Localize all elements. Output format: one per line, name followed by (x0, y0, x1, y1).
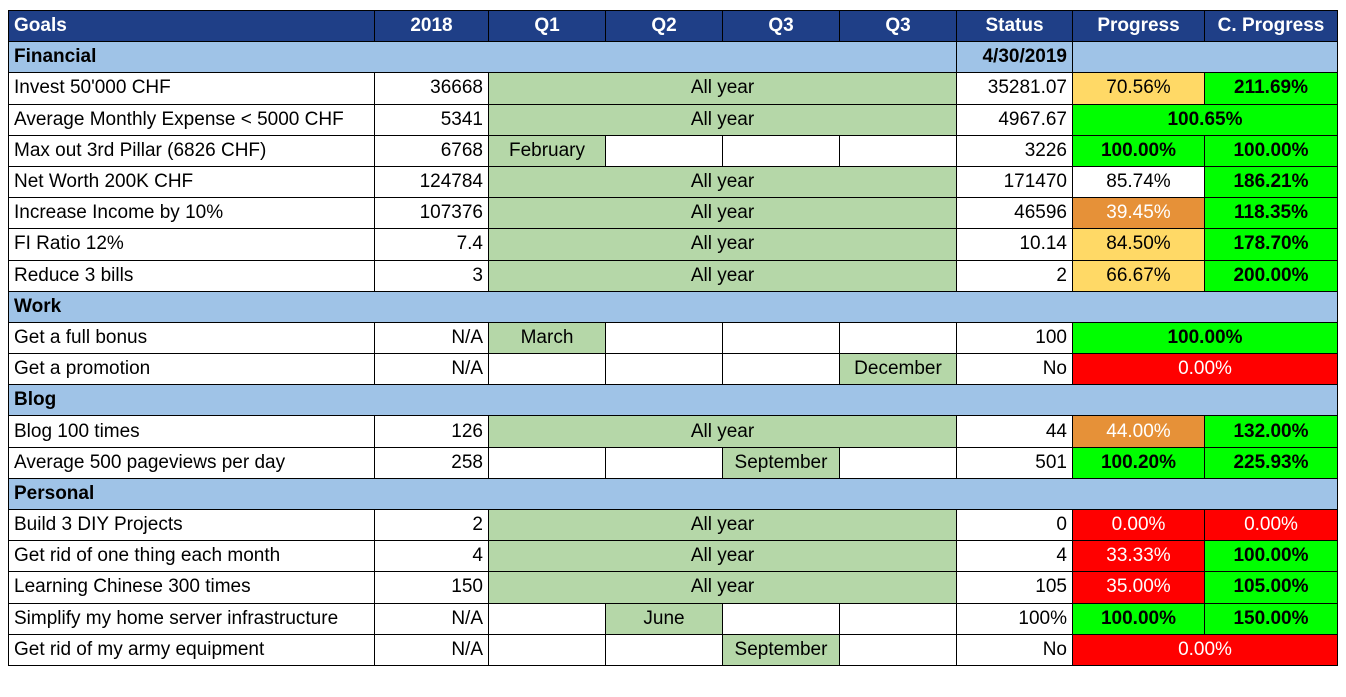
progress-cell[interactable]: 66.67% (1073, 260, 1205, 291)
schedule-cell[interactable]: All year (489, 260, 957, 291)
status-cell[interactable]: 10.14 (957, 229, 1073, 260)
status-date[interactable]: 4/30/2019 (957, 42, 1073, 73)
schedule-cell[interactable]: September (723, 447, 840, 478)
status-cell[interactable]: 100% (957, 603, 1073, 634)
schedule-cell[interactable]: March (489, 322, 606, 353)
header-goals[interactable]: Goals (9, 11, 375, 42)
progress-cell[interactable]: 35.00% (1073, 572, 1205, 603)
table-row (9, 634, 1338, 665)
value-2018-cell[interactable]: 107376 (375, 198, 489, 229)
goal-cell[interactable]: Reduce 3 bills (9, 260, 375, 291)
table-row (9, 135, 1338, 166)
status-cell[interactable]: 46596 (957, 198, 1073, 229)
c-progress-cell[interactable]: 0.00% (1205, 510, 1338, 541)
progress-cell[interactable]: 85.74% (1073, 166, 1205, 197)
table-row (9, 260, 1338, 291)
section-row (9, 42, 1338, 73)
progress-cell[interactable]: 0.00% (1073, 634, 1338, 665)
value-2018-cell[interactable]: 36668 (375, 73, 489, 104)
section-row (9, 385, 1338, 416)
progress-cell[interactable]: 100.65% (1073, 104, 1338, 135)
c-progress-cell[interactable]: 118.35% (1205, 198, 1338, 229)
table-row (9, 447, 1338, 478)
c-progress-cell[interactable]: 211.69% (1205, 73, 1338, 104)
status-cell[interactable]: 105 (957, 572, 1073, 603)
header-2018[interactable]: 2018 (375, 11, 489, 42)
quarter-cell[interactable] (489, 603, 606, 634)
value-2018-cell[interactable]: N/A (375, 354, 489, 385)
goal-cell[interactable]: Blog 100 times (9, 416, 375, 447)
c-progress-cell[interactable]: 100.00% (1205, 541, 1338, 572)
table-row (9, 229, 1338, 260)
value-2018-cell[interactable]: 2 (375, 510, 489, 541)
goal-cell[interactable]: Increase Income by 10% (9, 198, 375, 229)
value-2018-cell[interactable]: 4 (375, 541, 489, 572)
c-progress-cell[interactable]: 186.21% (1205, 166, 1338, 197)
header-status[interactable]: Status (957, 11, 1073, 42)
progress-cell[interactable]: 70.56% (1073, 73, 1205, 104)
value-2018-cell[interactable]: 258 (375, 447, 489, 478)
goal-cell[interactable]: Average Monthly Expense < 5000 CHF (9, 104, 375, 135)
value-2018-cell[interactable]: 126 (375, 416, 489, 447)
schedule-cell[interactable]: All year (489, 229, 957, 260)
progress-cell[interactable]: 100.00% (1073, 135, 1205, 166)
goal-cell[interactable]: FI Ratio 12% (9, 229, 375, 260)
quarter-cell[interactable] (723, 322, 840, 353)
status-cell[interactable]: 4967.67 (957, 104, 1073, 135)
table-row (9, 166, 1338, 197)
schedule-cell[interactable]: All year (489, 198, 957, 229)
table-row (9, 603, 1338, 634)
quarter-cell[interactable] (489, 354, 606, 385)
table-row (9, 198, 1338, 229)
quarter-cell[interactable] (723, 135, 840, 166)
quarter-cell[interactable] (606, 447, 723, 478)
header-row (9, 11, 1338, 42)
value-2018-cell[interactable]: 3 (375, 260, 489, 291)
schedule-cell[interactable]: All year (489, 541, 957, 572)
status-cell[interactable]: 501 (957, 447, 1073, 478)
value-2018-cell[interactable]: 150 (375, 572, 489, 603)
header-progress[interactable]: Progress (1073, 11, 1205, 42)
progress-cell[interactable]: 33.33% (1073, 541, 1205, 572)
value-2018-cell[interactable]: 7.4 (375, 229, 489, 260)
goal-cell[interactable]: Max out 3rd Pillar (6826 CHF) (9, 135, 375, 166)
goal-cell[interactable]: Learning Chinese 300 times (9, 572, 375, 603)
goals-spreadsheet (8, 10, 1338, 666)
goal-cell[interactable]: Average 500 pageviews per day (9, 447, 375, 478)
schedule-cell[interactable]: All year (489, 73, 957, 104)
goal-cell[interactable]: Get rid of one thing each month (9, 541, 375, 572)
status-cell[interactable]: 35281.07 (957, 73, 1073, 104)
value-2018-cell[interactable]: 124784 (375, 166, 489, 197)
table-row (9, 104, 1338, 135)
status-cell[interactable]: 44 (957, 416, 1073, 447)
status-cell[interactable]: No (957, 354, 1073, 385)
c-progress-cell[interactable]: 132.00% (1205, 416, 1338, 447)
section-title[interactable]: Personal (9, 478, 1338, 509)
goal-cell[interactable]: Invest 50'000 CHF (9, 73, 375, 104)
schedule-cell[interactable]: All year (489, 166, 957, 197)
quarter-cell[interactable] (489, 634, 606, 665)
quarter-cell[interactable] (723, 354, 840, 385)
quarter-cell[interactable] (606, 135, 723, 166)
c-progress-cell[interactable]: 225.93% (1205, 447, 1338, 478)
schedule-cell[interactable]: December (840, 354, 957, 385)
header-q3[interactable]: Q3 (723, 11, 840, 42)
c-progress-cell[interactable]: 105.00% (1205, 572, 1338, 603)
header-q1[interactable]: Q1 (489, 11, 606, 42)
progress-cell[interactable]: 0.00% (1073, 510, 1205, 541)
table-row (9, 416, 1338, 447)
goal-cell[interactable]: Get a full bonus (9, 322, 375, 353)
quarter-cell[interactable] (489, 447, 606, 478)
table-row (9, 73, 1338, 104)
schedule-cell[interactable]: All year (489, 572, 957, 603)
progress-cell[interactable]: 100.00% (1073, 603, 1205, 634)
goal-cell[interactable]: Simplify my home server infrastructure (9, 603, 375, 634)
status-cell[interactable]: 3226 (957, 135, 1073, 166)
value-2018-cell[interactable]: 5341 (375, 104, 489, 135)
section-title[interactable]: Blog (9, 385, 1338, 416)
schedule-cell[interactable]: June (606, 603, 723, 634)
value-2018-cell[interactable]: N/A (375, 603, 489, 634)
schedule-cell[interactable]: All year (489, 510, 957, 541)
header-q2[interactable]: Q2 (606, 11, 723, 42)
table-row (9, 541, 1338, 572)
status-cell[interactable]: No (957, 634, 1073, 665)
status-cell[interactable]: 0 (957, 510, 1073, 541)
quarter-cell[interactable] (606, 634, 723, 665)
c-progress-cell[interactable]: 178.70% (1205, 229, 1338, 260)
c-progress-cell[interactable]: 150.00% (1205, 603, 1338, 634)
table-row (9, 322, 1338, 353)
status-cell[interactable]: 171470 (957, 166, 1073, 197)
status-cell[interactable]: 100 (957, 322, 1073, 353)
progress-cell[interactable]: 100.00% (1073, 322, 1338, 353)
header-c-progress[interactable]: C. Progress (1205, 11, 1338, 42)
status-cell[interactable]: 4 (957, 541, 1073, 572)
table-row (9, 510, 1338, 541)
quarter-cell[interactable] (840, 135, 957, 166)
quarter-cell[interactable] (840, 322, 957, 353)
schedule-cell[interactable]: February (489, 135, 606, 166)
table-row (9, 354, 1338, 385)
progress-cell[interactable]: 39.45% (1073, 198, 1205, 229)
goal-cell[interactable]: Get a promotion (9, 354, 375, 385)
quarter-cell[interactable] (840, 447, 957, 478)
quarter-cell[interactable] (840, 634, 957, 665)
c-progress-cell[interactable]: 100.00% (1205, 135, 1338, 166)
progress-cell[interactable]: 84.50% (1073, 229, 1205, 260)
goal-cell[interactable]: Build 3 DIY Projects (9, 510, 375, 541)
section-row (9, 291, 1338, 322)
status-cell[interactable]: 2 (957, 260, 1073, 291)
c-progress-cell[interactable]: 200.00% (1205, 260, 1338, 291)
progress-cell[interactable]: 0.00% (1073, 354, 1338, 385)
section-title[interactable]: Financial (9, 42, 957, 73)
quarter-cell[interactable] (723, 603, 840, 634)
section-fill[interactable] (1073, 42, 1338, 73)
progress-cell[interactable]: 44.00% (1073, 416, 1205, 447)
schedule-cell[interactable]: All year (489, 104, 957, 135)
value-2018-cell[interactable]: 6768 (375, 135, 489, 166)
section-row (9, 478, 1338, 509)
progress-cell[interactable]: 100.20% (1073, 447, 1205, 478)
quarter-cell[interactable] (606, 322, 723, 353)
goal-cell[interactable]: Get rid of my army equipment (9, 634, 375, 665)
quarter-cell[interactable] (606, 354, 723, 385)
quarter-cell[interactable] (840, 603, 957, 634)
header-q4[interactable]: Q3 (840, 11, 957, 42)
value-2018-cell[interactable]: N/A (375, 322, 489, 353)
table-row (9, 572, 1338, 603)
value-2018-cell[interactable]: N/A (375, 634, 489, 665)
schedule-cell[interactable]: All year (489, 416, 957, 447)
section-title[interactable]: Work (9, 291, 1338, 322)
goal-cell[interactable]: Net Worth 200K CHF (9, 166, 375, 197)
schedule-cell[interactable]: September (723, 634, 840, 665)
